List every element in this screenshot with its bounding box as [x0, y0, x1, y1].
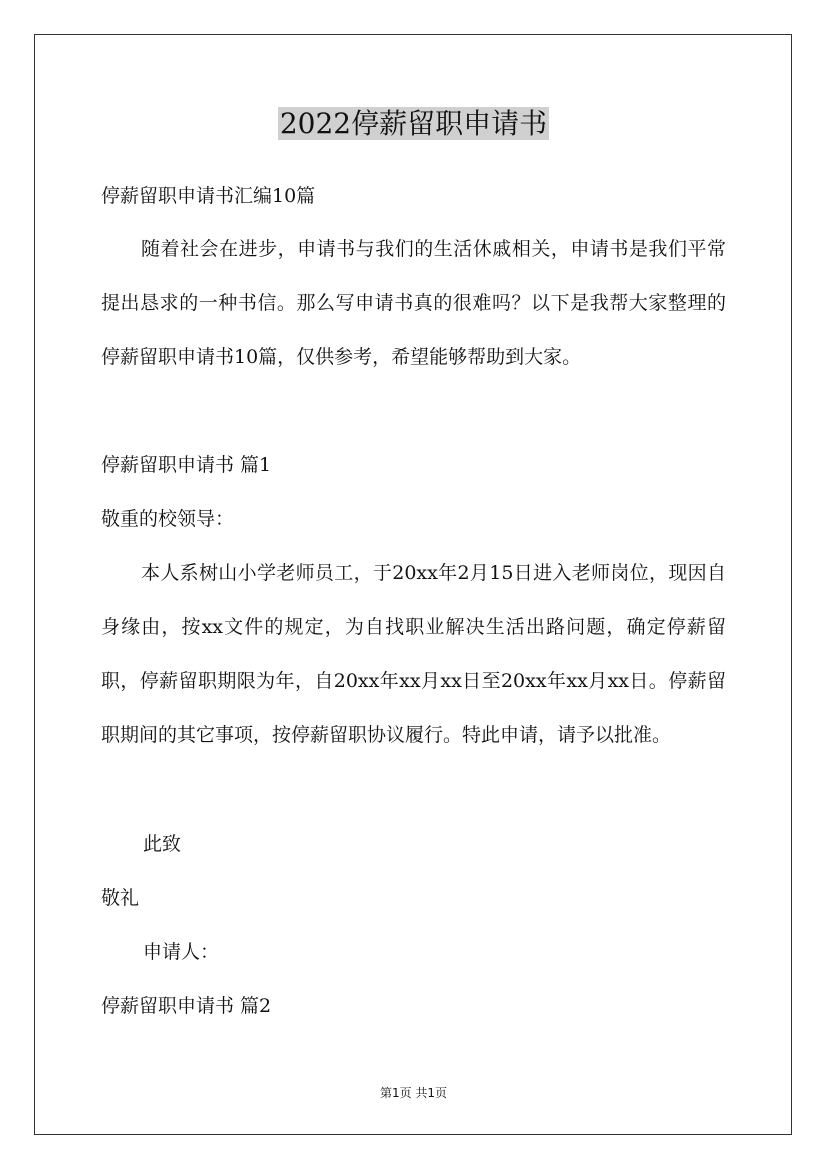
section-2-heading: 停薪留职申请书 篇2: [101, 995, 272, 1017]
salutation: 敬重的校领导：: [101, 508, 235, 530]
page-footer: 第1页 共1页: [379, 1086, 448, 1100]
document-title: 2022停薪留职申请书: [279, 107, 548, 140]
closing-line-2: 敬礼: [101, 887, 140, 909]
section-1-heading: 停薪留职申请书 篇1: [101, 454, 272, 476]
intro-paragraph: 随着社会在进步，申请书与我们的生活休戚相关，申请书是我们平常提出恳求的一种书信。那么写申请书真的很难吗？以下是我帮大家整理的停薪留职申请书10篇，仅供参考，希望能够帮助到大家。: [101, 238, 726, 368]
document-title-block: [0, 104, 827, 144]
document-subtitle: 停薪留职申请书汇编10篇: [101, 185, 316, 207]
applicant-line: 申请人：: [143, 941, 220, 963]
closing-line-1: 此致: [143, 833, 182, 855]
body-paragraph-1: 本人系树山小学老师员工，于20xx年2月15日进入老师岗位，现因自身缘由，按xx文件的规定，为自找职业解决生活出路问题，确定停薪留职，停薪留职期限为年，自20xx年xx月xx日至20xx年xx月xx日。停薪留职期间的其它事项，按停薪留职协议履行。特此申请，请予以批准。: [101, 562, 726, 746]
